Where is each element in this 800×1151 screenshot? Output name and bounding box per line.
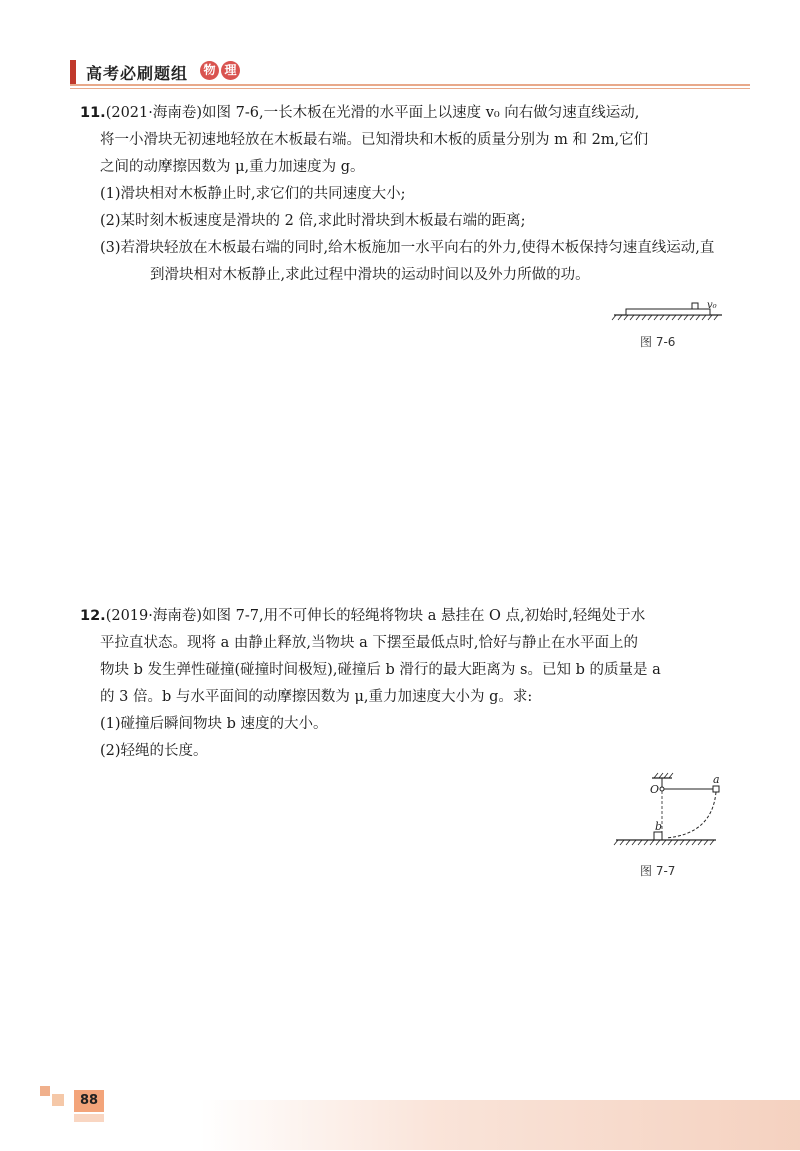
swing-path <box>666 792 716 838</box>
question-11 <box>80 100 728 289</box>
q12-number: 12. <box>80 608 106 624</box>
ground-hatching <box>612 315 718 320</box>
q12-line-2: 平拉直状态。现将 a 由静止释放,当物块 a 下摆至最低点时,恰好与静止在水平面上的 <box>100 635 638 651</box>
header-rule <box>70 84 750 86</box>
subject-badge <box>200 61 240 80</box>
book-title: 高考必刷题组 <box>86 64 189 83</box>
page-footer <box>0 1080 800 1151</box>
footer-gradient-band <box>200 1100 800 1150</box>
block-b <box>654 832 662 840</box>
q11-part-1: (1)滑块相对木板静止时,求它们的共同速度大小; <box>100 186 406 202</box>
q11-part-2: (2)某时刻木板速度是滑块的 2 倍,求此时滑块到木板最右端的距离; <box>100 213 526 229</box>
footer-decor-square <box>40 1086 50 1096</box>
velocity-label: v₀ <box>707 300 717 311</box>
q11-line-1: 11.(2021·海南卷)如图 7-6,一长木板在光滑的水平面上以速度 v₀ 向右做匀速直线运动, <box>80 105 640 121</box>
footer-decor-square <box>52 1094 64 1106</box>
q12-line-3: 物块 b 发生弹性碰撞(碰撞时间极短),碰撞后 b 滑行的最大距离为 s。已知 b 的质量是 a <box>100 662 661 678</box>
page-number: 88 <box>74 1090 104 1112</box>
slider-block <box>692 303 698 309</box>
block-a <box>713 786 719 792</box>
q12-part-1: (1)碰撞后瞬间物块 b 速度的大小。 <box>100 716 328 732</box>
figure-7-6 <box>608 293 728 325</box>
floor-hatching <box>614 840 714 845</box>
q12-line-1: 12.(2019·海南卷)如图 7-7,用不可伸长的轻绳将物块 a 悬挂在 O 点,初始时,轻绳处于水 <box>80 608 646 624</box>
label-a: a <box>713 773 720 786</box>
figure-7-7 <box>612 772 722 852</box>
label-b: b <box>655 820 663 833</box>
subject-char-2: 理 <box>221 61 240 80</box>
q12-part-2: (2)轻绳的长度。 <box>100 743 208 759</box>
q11-line-3: 之间的动摩擦因数为 μ,重力加速度为 g。 <box>100 159 365 175</box>
q11-number: 11. <box>80 105 106 121</box>
header-rule-thin <box>70 88 750 89</box>
footer-decor-square <box>74 1114 104 1122</box>
q11-part-3: (3)若滑块轻放在木板最右端的同时,给木板施加一水平向右的外力,使得木板保持匀速直线运动,直到滑块相对木板静止,求此过程中滑块的运动时间以及外力所做的功。 <box>100 240 715 283</box>
label-O: O <box>650 783 660 796</box>
subject-char-1: 物 <box>200 61 219 80</box>
q12-line-4: 的 3 倍。b 与水平面间的动摩擦因数为 μ,重力加速度大小为 g。求: <box>100 689 533 705</box>
q11-line-2: 将一小滑块无初速地轻放在木板最右端。已知滑块和木板的质量分别为 m 和 2m,它们 <box>100 132 649 148</box>
pivot-point <box>660 787 664 791</box>
figure-7-6-caption: 图 7-6 <box>640 335 676 349</box>
header-accent-bar <box>70 60 76 84</box>
page-header <box>70 60 750 86</box>
question-12 <box>80 603 728 765</box>
ceiling-hatching <box>654 773 673 778</box>
figure-7-7-caption: 图 7-7 <box>640 864 676 878</box>
wooden-board <box>626 309 710 315</box>
